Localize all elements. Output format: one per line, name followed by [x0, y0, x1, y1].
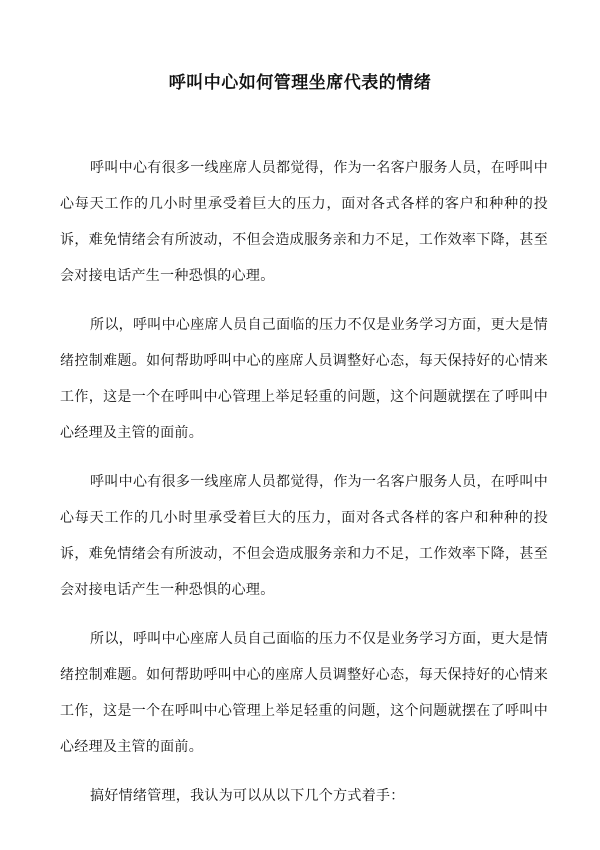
paragraph-3: 呼叫中心有很多一线座席人员都觉得，作为一名客户服务人员，在呼叫中心每天工作的几小时里承受着巨大的压力，面对各式各样的客户和种种的投诉，难免情绪会有所波动，不但会造成服务亲和力不足，工作效率下降，甚至会对接电话产生一种恐惧的心理。 [60, 474, 548, 598]
paragraph-5: 搞好情绪管理，我认为可以从以下几个方式着手： [90, 788, 405, 804]
paragraph-2: 所以，呼叫中心座席人员自己面临的压力不仅是业务学习方面，更大是情绪控制难题。如何帮助呼叫中心的座席人员调整好心态，每天保持好的心情来工作，这是一个在呼叫中心管理上举足轻重的问题，这个问题就摆在了呼叫中心经理及主管的面前。 [60, 317, 548, 441]
document-title: 呼叫中心如何管理坐席代表的情绪 [168, 73, 432, 93]
paragraph-1: 呼叫中心有很多一线座席人员都觉得，作为一名客户服务人员，在呼叫中心每天工作的几小时里承受着巨大的压力，面对各式各样的客户和种种的投诉，难免情绪会有所波动，不但会造成服务亲和力不足，工作效率下降，甚至会对接电话产生一种恐惧的心理。 [60, 160, 548, 284]
document-body [60, 150, 548, 827]
paragraph-4: 所以，呼叫中心座席人员自己面临的压力不仅是业务学习方面，更大是情绪控制难题。如何帮助呼叫中心的座席人员调整好心态，每天保持好的心情来工作，这是一个在呼叫中心管理上举足轻重的问题，这个问题就摆在了呼叫中心经理及主管的面前。 [60, 631, 548, 755]
